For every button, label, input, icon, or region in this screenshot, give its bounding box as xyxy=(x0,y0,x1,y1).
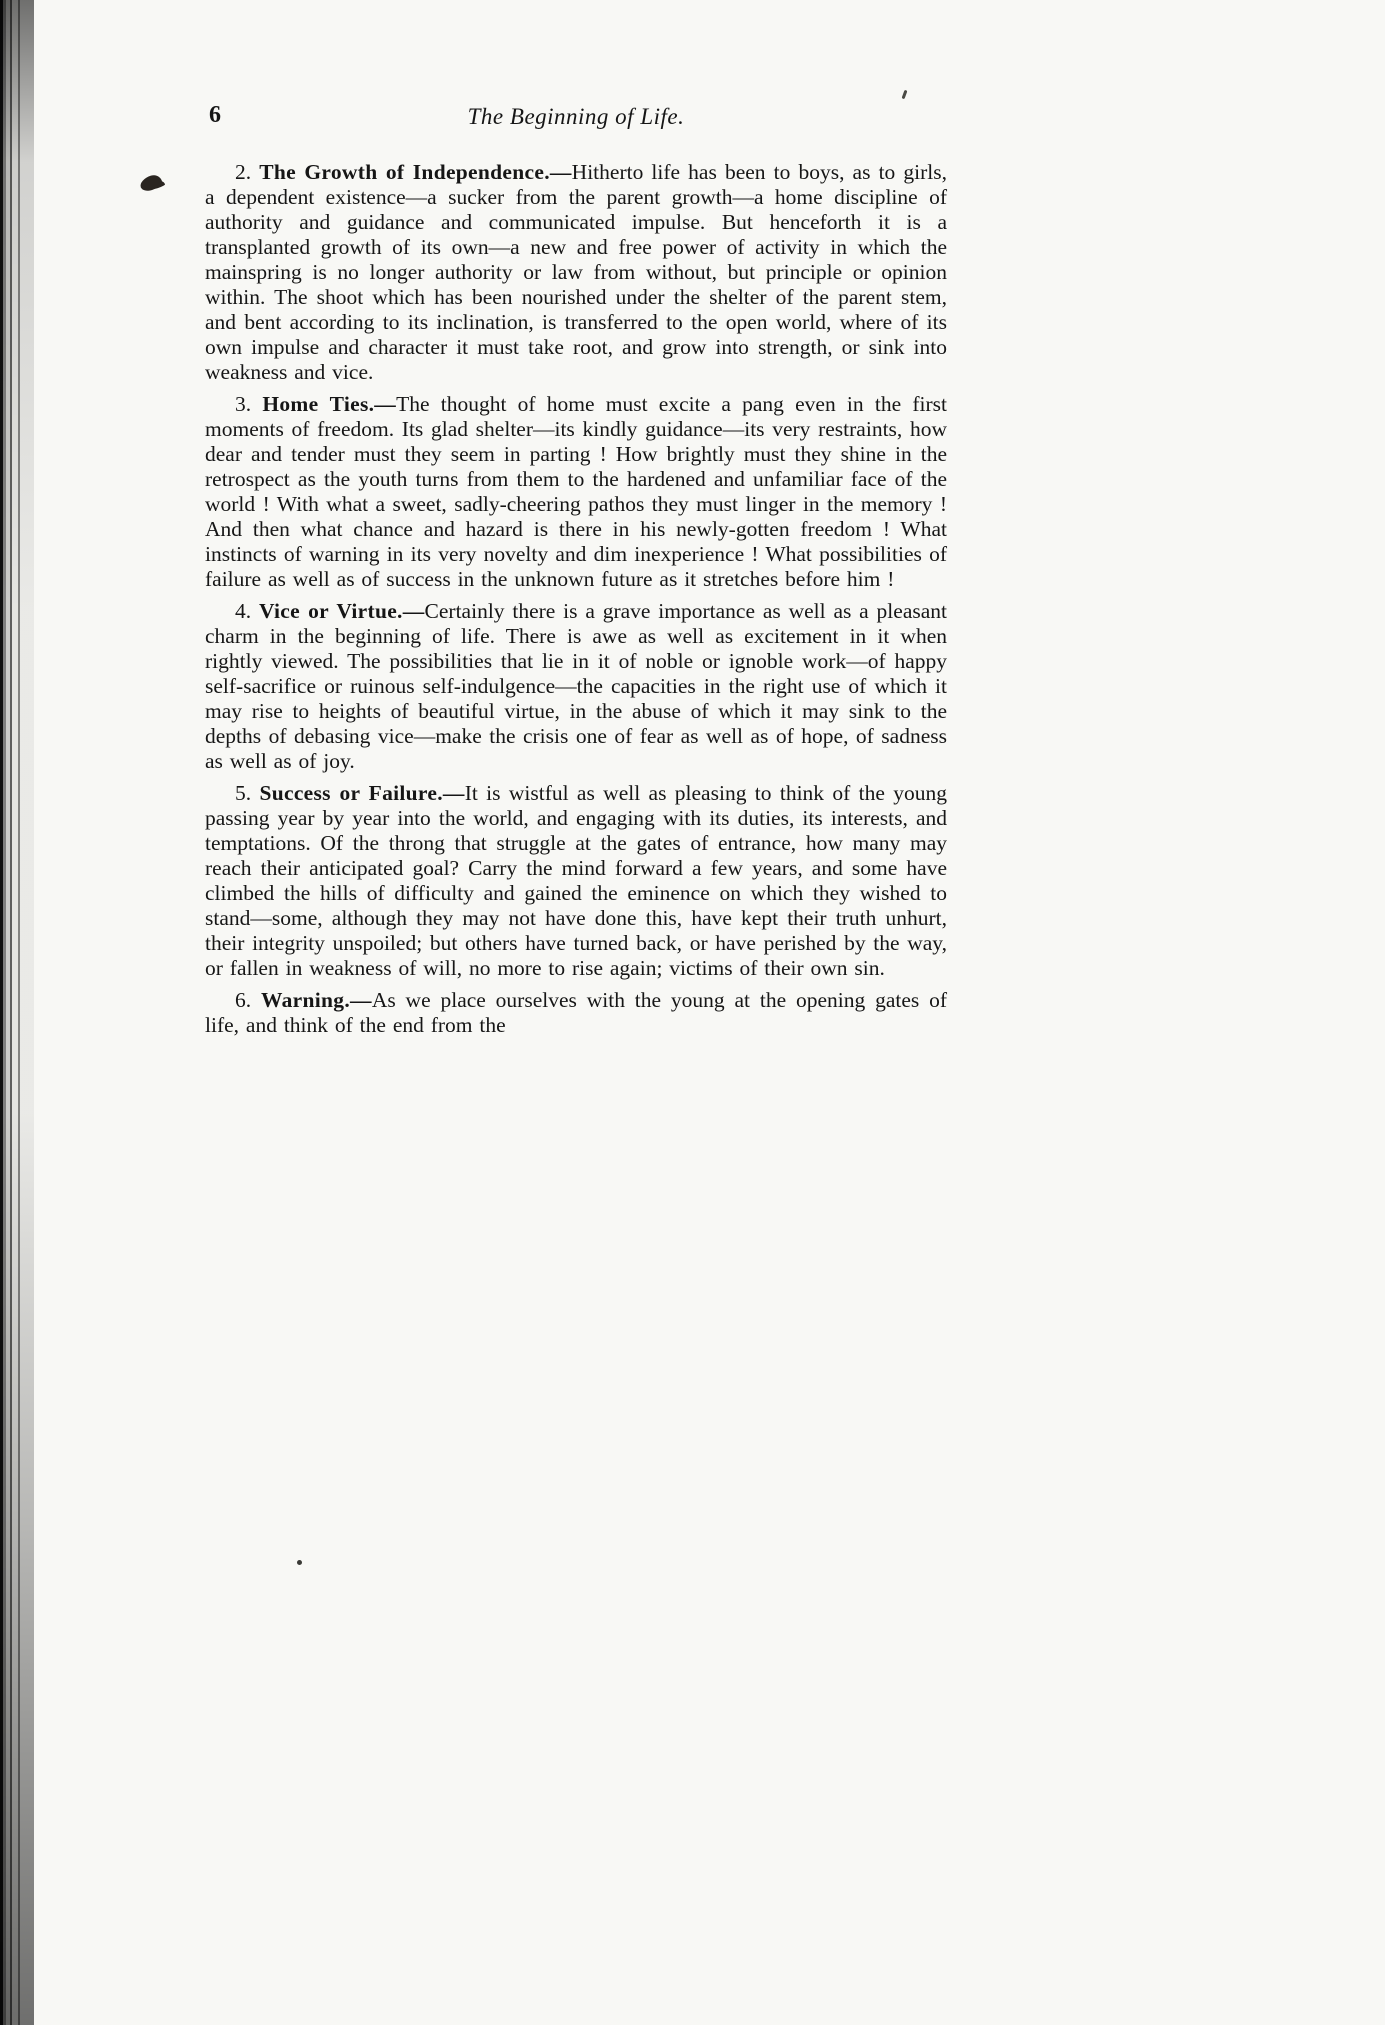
page-number: 6 xyxy=(209,102,221,128)
paragraph-body: Certainly there is a grave importance as well as a pleasant charm in the beginning of life. There is awe as well as excitement in it when rightly viewed. The possibilities that lie in it of noble or ignoble work—of happy self-sacrifice or ruinous self-indulgence—the capacities in the right use of which it may rise to heights of beautiful virtue, in the abuse of which it may sink to the depths of debasing vice—make the crisis one of fear as well as of hope, of sadness as well as of joy. xyxy=(205,599,948,773)
paragraph-heading: Home Ties.— xyxy=(262,392,397,416)
paragraph-heading: The Growth of Independence.— xyxy=(259,160,572,184)
paragraph-number: 2. xyxy=(235,160,252,184)
paragraph-number: 5. xyxy=(235,781,252,805)
paragraph-vice-or-virtue xyxy=(205,599,947,774)
text-block xyxy=(205,160,947,1038)
page-content xyxy=(205,96,947,1038)
paragraph-heading: Vice or Virtue.— xyxy=(258,599,425,623)
paragraph-body: As we place ourselves with the young at the opening gates of life, and think of the end from the xyxy=(205,988,948,1037)
paragraph-body: The thought of home must excite a pang even in the first moments of freedom. Its glad shelter—its kindly guidance—its very restraints, how dear and tender must they seem in parting ! How brightly must they shine in the retrospect as the youth turns from them to the hardened and unfamiliar face of the world ! With what a sweet, sadly-cheering pathos they must linger in the memory ! And then what chance and hazard is there in his newly-gotten freedom ! What instincts of warning in its very novelty and dim inexperience ! What possibilities of failure as well as of success in the unknown future as it stretches before him ! xyxy=(205,392,947,591)
paragraph-number: 6. xyxy=(235,988,252,1012)
paragraph-success-or-failure xyxy=(205,781,947,981)
paragraph-warning xyxy=(205,988,947,1038)
page-header xyxy=(205,96,947,138)
paragraph-body: It is wistful as well as pleasing to think of the young passing year by year into the world, and engaging with its duties, its interests, and temptations. Of the throng that struggle at the gates of entrance, how many may reach their anticipated goal? Carry the mind forward a few years, and some have climbed the hills of difficulty and gained the eminence on which they wished to stand—some, although they may not have done this, have kept their truth unhurt, their integrity unspoiled; but others have turned back, or have perished by the way, or fallen in weakness of will, no more to rise again; victims of their own sin. xyxy=(205,781,947,980)
binding-edge xyxy=(0,0,34,2025)
paragraph-growth-of-independence xyxy=(205,160,947,385)
paragraph-number: 3. xyxy=(235,392,252,416)
paper-speck xyxy=(297,1560,302,1565)
paragraph-heading: Warning.— xyxy=(260,988,372,1012)
running-title: The Beginning of Life. xyxy=(467,104,685,129)
paragraph-heading: Success or Failure.— xyxy=(259,781,465,805)
paragraph-body: Hitherto life has been to boys, as to girls, a dependent existence—a sucker from the parent growth—a home discipline of authority and guidance and communicated impulse. But henceforth it is a transplanted growth of its own—a new and free power of activity in which the mainspring is no longer authority or law from without, but principle or opinion within. The shoot which has been nourished under the shelter of the parent stem, and bent according to its inclination, is transferred to the open world, where of its own impulse and character it must take root, and grow into strength, or sink into weakness and vice. xyxy=(205,160,947,384)
paragraph-home-ties xyxy=(205,392,947,592)
paragraph-number: 4. xyxy=(235,599,252,623)
ink-blot xyxy=(138,173,163,193)
